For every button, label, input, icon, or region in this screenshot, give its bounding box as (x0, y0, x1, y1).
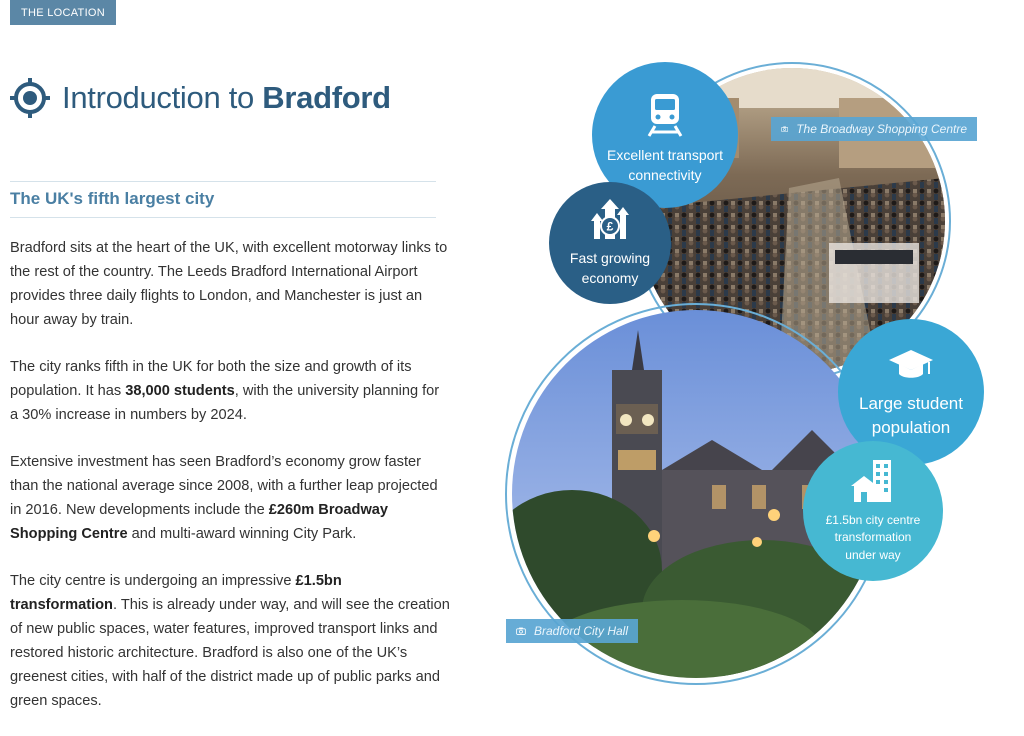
page-title-row (10, 78, 391, 118)
camera-icon (516, 625, 526, 637)
transformation-line2: transformation (834, 530, 912, 545)
growth-pound-icon (585, 199, 635, 245)
body-text-run: Bradford sits at the heart of the UK, with excellent motorway links to the rest of the country. The Leeds Bradford International Airport provides three daily flights to London, and Manchester is just an hour away by train. (10, 240, 448, 328)
highlight-text: £1.5bn transformation (10, 573, 342, 613)
body-paragraph (10, 236, 450, 332)
buildings-icon (849, 458, 897, 504)
transformation-line3: under way (845, 547, 901, 562)
transformation-bubble (803, 441, 943, 581)
section-tag: THE LOCATION (10, 0, 116, 25)
section-subtitle: The UK's fifth largest city (10, 189, 215, 208)
highlight-text: 38,000 students (125, 383, 235, 399)
body-text-run: . This is already under way, and will see the creation of new public spaces, water features, improved transport links and restored historic architecture. Bradford is also one of the UK’s greenest cities, with half of the district made up of public parks and green spaces. (10, 597, 450, 709)
body-paragraph (10, 355, 450, 427)
page-title-emphasis: Bradford (262, 80, 391, 115)
shopping-caption (771, 117, 977, 141)
graduation-cap-icon (887, 348, 935, 382)
body-text-run: , with the university planning for a 30% increase in numbers by 2024. (10, 383, 440, 423)
transport-line1: Excellent transport (607, 147, 723, 164)
train-icon (641, 90, 689, 138)
shopping-caption-text: The Broadway Shopping Centre (796, 122, 967, 136)
divider-top (10, 181, 436, 182)
transformation-line1: £1.5bn city centre (825, 512, 921, 527)
target-icon (10, 78, 50, 118)
page-title: Introduction to Bradford (62, 80, 391, 115)
body-paragraph (10, 569, 450, 713)
svg-text:£: £ (606, 219, 614, 234)
transport-line2: connectivity (628, 167, 702, 183)
economy-line2: economy (581, 270, 639, 286)
camera-icon (781, 123, 788, 135)
body-text-run: The city centre is undergoing an impressive (10, 573, 296, 589)
body-text-run: The city ranks fifth in the UK for both the size and growth of its population. It has (10, 359, 412, 399)
body-text (10, 236, 450, 736)
students-line1: Large student (859, 394, 963, 414)
students-line2: population (871, 418, 951, 437)
economy-line1: Fast growing (569, 250, 651, 267)
body-paragraph (10, 450, 450, 546)
divider-bottom (10, 217, 436, 218)
highlight-text: £260m Broadway Shopping Centre (10, 502, 389, 542)
body-text-run: Extensive investment has seen Bradford’s economy grow faster than the national average since 2008, with a further leap projected in 2016. New developments include the (10, 454, 438, 518)
economy-bubble (549, 182, 671, 304)
body-text-run: and multi-award winning City Park. (127, 526, 357, 542)
city-hall-caption (506, 619, 638, 643)
city-hall-caption-text: Bradford City Hall (533, 624, 628, 638)
